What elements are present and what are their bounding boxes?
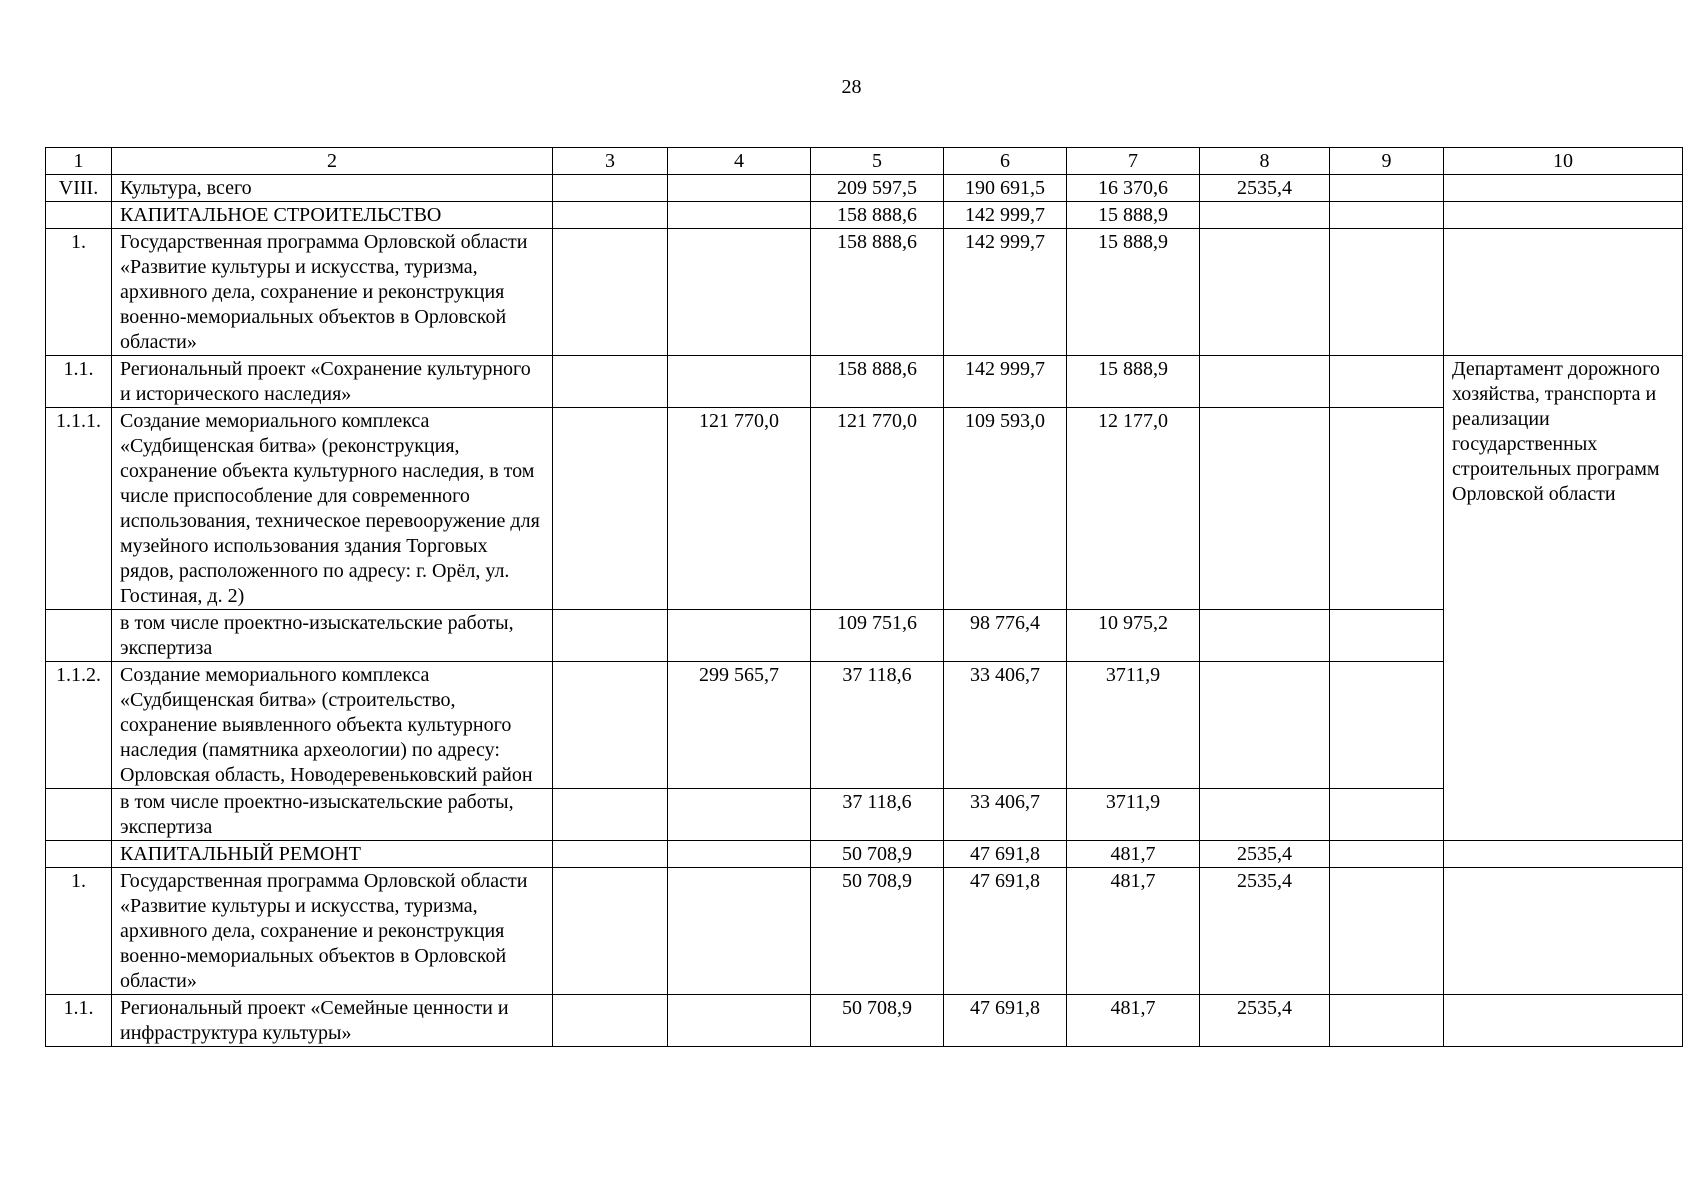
row-col8 [1200,202,1330,229]
row-name: КАПИТАЛЬНОЕ СТРОИТЕЛЬСТВО [112,202,553,229]
row-col7: 3711,9 [1067,662,1200,789]
row-col7: 15 888,9 [1067,356,1200,408]
row-code: 1.1.2. [46,662,112,789]
row-col9 [1330,789,1444,841]
row-col5: 50 708,9 [811,868,944,995]
row-col4 [668,229,811,356]
row-col3 [553,229,668,356]
row-col4: 121 770,0 [668,408,811,610]
col-number-5: 5 [811,148,944,175]
row-col8: 2535,4 [1200,841,1330,868]
row-col5: 158 888,6 [811,356,944,408]
row-col4 [668,610,811,662]
table-row [46,610,1683,662]
row-col7: 16 370,6 [1067,175,1200,202]
row-col9 [1330,175,1444,202]
table-row [46,229,1683,356]
row-name: Государственная программа Орловской области «Развитие культуры и искусства, туризма, архивного дела, сохранение и реконструкция военно-мемориальных объектов в Орловской области» [112,229,553,356]
table-row [46,175,1683,202]
col-number-10: 10 [1444,148,1683,175]
row-col5: 121 770,0 [811,408,944,610]
row-col10 [1444,175,1683,202]
row-col8 [1200,356,1330,408]
row-col6: 33 406,7 [944,789,1067,841]
row-col9 [1330,868,1444,995]
row-col8 [1200,408,1330,610]
row-col7: 3711,9 [1067,789,1200,841]
row-col5: 50 708,9 [811,995,944,1047]
row-col6: 142 999,7 [944,229,1067,356]
row-col8 [1200,789,1330,841]
col-number-6: 6 [944,148,1067,175]
row-col8 [1200,610,1330,662]
row-col8: 2535,4 [1200,868,1330,995]
row-code [46,841,112,868]
row-col6: 98 776,4 [944,610,1067,662]
budget-table [45,147,1683,1047]
row-code [46,789,112,841]
page-number: 28 [841,76,862,98]
row-col3 [553,175,668,202]
row-col5: 50 708,9 [811,841,944,868]
row-col3 [553,841,668,868]
row-col3 [553,868,668,995]
row-col6: 142 999,7 [944,356,1067,408]
row-name: Государственная программа Орловской области «Развитие культуры и искусства, туризма, архивного дела, сохранение и реконструкция военно-мемориальных объектов в Орловской области» [112,868,553,995]
row-code: 1. [46,229,112,356]
row-code: 1.1. [46,356,112,408]
table-row [46,408,1683,610]
col-number-8: 8 [1200,148,1330,175]
row-col9 [1330,841,1444,868]
row-col7: 481,7 [1067,995,1200,1047]
row-col6: 190 691,5 [944,175,1067,202]
row-col5: 158 888,6 [811,202,944,229]
row-col3 [553,662,668,789]
row-code [46,610,112,662]
row-col9 [1330,356,1444,408]
row-col4 [668,356,811,408]
row-col3 [553,408,668,610]
row-name: Создание мемориального комплекса «Судбищенская битва» (реконструкция, сохранение объекта культурного наследия, в том числе приспособление для современного использования, техническое перевооружение для музейного использования здания Торговых рядов, расположенного по адресу: г. Орёл, ул. Гостиная, д. 2) [112,408,553,610]
row-col6: 142 999,7 [944,202,1067,229]
row-col9 [1330,995,1444,1047]
row-name: Создание мемориального комплекса «Судбищенская битва» (строительство, сохранение выявленного объекта культурного наследия (памятника археологии) по адресу: Орловская область, Новодеревеньковский район [112,662,553,789]
row-col4 [668,789,811,841]
row-name: в том числе проектно-изыскательские работы, экспертиза [112,789,553,841]
col-number-9: 9 [1330,148,1444,175]
row-code: 1.1.1. [46,408,112,610]
row-col6: 47 691,8 [944,995,1067,1047]
table-row [46,841,1683,868]
row-col10 [1444,202,1683,229]
col-number-3: 3 [553,148,668,175]
table-row [46,202,1683,229]
row-name: Региональный проект «Семейные ценности и инфраструктура культуры» [112,995,553,1047]
row-col9 [1330,610,1444,662]
row-col3 [553,995,668,1047]
row-col7: 481,7 [1067,841,1200,868]
row-col8: 2535,4 [1200,995,1330,1047]
row-col4: 299 565,7 [668,662,811,789]
table-row [46,995,1683,1047]
col-number-1: 1 [46,148,112,175]
row-col6: 109 593,0 [944,408,1067,610]
row-col5: 37 118,6 [811,789,944,841]
row-code: VIII. [46,175,112,202]
column-number-row [46,148,1683,175]
row-col8 [1200,229,1330,356]
row-code: 1.1. [46,995,112,1047]
row-col9 [1330,202,1444,229]
col-number-7: 7 [1067,148,1200,175]
row-col5: 37 118,6 [811,662,944,789]
row-col10 [1444,841,1683,868]
row-col10 [1444,229,1683,356]
row-col5: 109 751,6 [811,610,944,662]
row-col6: 33 406,7 [944,662,1067,789]
row-name: в том числе проектно-изыскательские работы, экспертиза [112,610,553,662]
row-col7: 15 888,9 [1067,202,1200,229]
row-col9 [1330,408,1444,610]
row-code: 1. [46,868,112,995]
row-col4 [668,202,811,229]
table-row [46,662,1683,789]
col-number-2: 2 [112,148,553,175]
row-col7: 10 975,2 [1067,610,1200,662]
row-col9 [1330,229,1444,356]
row-col4 [668,868,811,995]
responsible-department: Департамент дорожного хозяйства, транспорта и реализации государственных строительных программ Орловской области [1444,356,1683,841]
row-code [46,202,112,229]
row-name: КАПИТАЛЬНЫЙ РЕМОНТ [112,841,553,868]
row-col3 [553,202,668,229]
row-col3 [553,356,668,408]
row-col4 [668,995,811,1047]
row-col5: 209 597,5 [811,175,944,202]
row-name: Региональный проект «Сохранение культурного и исторического наследия» [112,356,553,408]
row-col7: 481,7 [1067,868,1200,995]
row-col8: 2535,4 [1200,175,1330,202]
table-row [46,356,1683,408]
row-col7: 15 888,9 [1067,229,1200,356]
row-col5: 158 888,6 [811,229,944,356]
row-col10 [1444,995,1683,1047]
col-number-4: 4 [668,148,811,175]
row-col4 [668,841,811,868]
row-col6: 47 691,8 [944,868,1067,995]
row-col3 [553,789,668,841]
row-col8 [1200,662,1330,789]
row-name: Культура, всего [112,175,553,202]
row-col10 [1444,868,1683,995]
row-col6: 47 691,8 [944,841,1067,868]
row-col7: 12 177,0 [1067,408,1200,610]
table-row [46,789,1683,841]
row-col9 [1330,662,1444,789]
row-col4 [668,175,811,202]
row-col3 [553,610,668,662]
table-row [46,868,1683,995]
